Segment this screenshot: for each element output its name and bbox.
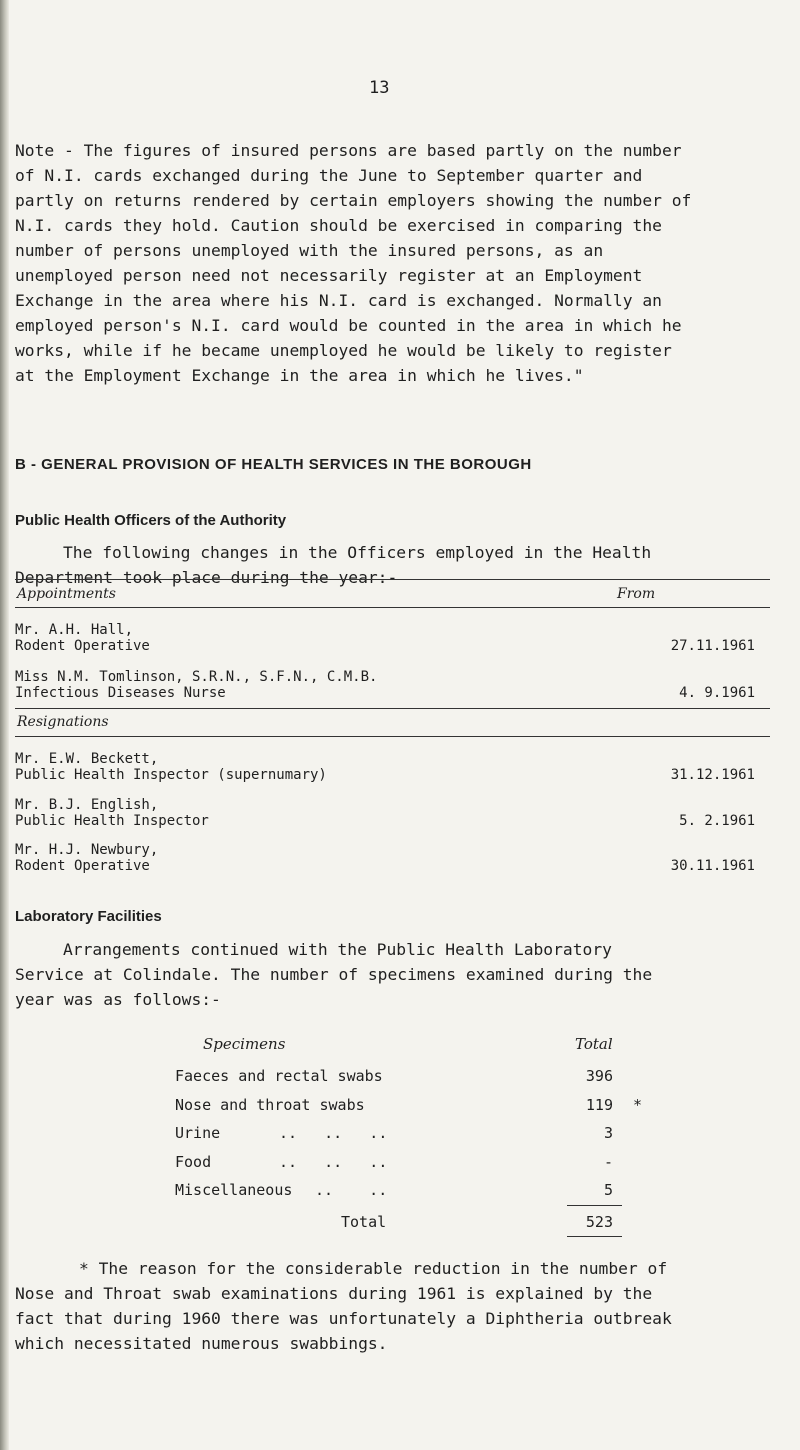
officer-post: Rodent Operative [15,858,150,874]
resignation-entry [15,751,755,783]
officers-heading: Public Health Officers of the Authority [15,512,287,529]
total-value: 523 [585,1213,613,1231]
officer-name: Miss N.M. Tomlinson, S.R.N., S.F.N., C.M.B. [15,669,378,685]
specimen-count: 119 [585,1096,613,1114]
appointments-column-header: Appointments [17,586,116,602]
leader-dots: .. .. .. [279,1124,388,1142]
note-paragraph: Note - The figures of insured persons are based partly on the number of N.I. cards exchanged during the June to September quarter and partly on returns rendered by certain employers showing the number of N.I. cards they hold. Caution should be exercised in comparing the number of persons unemployed with the insured persons, as an unemployed person need not necessarily register at an Employment Exchange in the area where his N.I. card is exchanged. Normally an employed person's N.I. card would be counted in the area in which he works, while if he became unemployed he would be likely to register at the Employment Exchange in the area in which he lives." [15,141,692,385]
specimen-count: 3 [603,1124,613,1142]
total-label: Total [341,1213,387,1231]
appointment-entry [15,622,755,654]
specimen-name: Nose and throat swabs [175,1096,365,1114]
total-bottom-rule [567,1236,622,1237]
total-column-header: Total [575,1035,613,1053]
specimen-count: 396 [585,1067,613,1085]
resignation-entry [15,797,755,829]
resignation-date: 30.11.1961 [670,858,755,874]
resignations-top-rule [15,708,770,709]
resignations-rule [15,736,770,737]
section-heading: B - GENERAL PROVISION OF HEALTH SERVICES IN THE BOROUGH [15,456,532,473]
appointment-date: 27.11.1961 [670,638,755,654]
leader-dots: .. .. [315,1181,388,1199]
leader-dots: .. .. .. [279,1153,388,1171]
appointment-date: 4. 9.1961 [679,685,755,701]
specimen-name: Faeces and rectal swabs [175,1067,383,1085]
specimen-count: - [603,1153,613,1171]
from-column-header: From [617,586,656,602]
resignation-date: 31.12.1961 [670,767,755,783]
officer-name: Mr. A.H. Hall, [15,622,134,638]
page-edge-shadow [0,0,9,1450]
page-number: 13 [369,78,390,98]
officer-post: Infectious Diseases Nurse [15,685,226,701]
resignation-entry [15,842,755,874]
officer-name: Mr. B.J. English, [15,797,159,813]
officers-intro: The following changes in the Officers employed in the Health Department took place during the year:- [15,543,652,587]
officer-post: Public Health Inspector [15,813,209,829]
specimen-count: 5 [603,1181,613,1199]
resignation-date: 5. 2.1961 [679,813,755,829]
resignations-label: Resignations [17,714,109,730]
officer-post: Rodent Operative [15,638,150,654]
officer-name: Mr. H.J. Newbury, [15,842,159,858]
specimen-name: Urine [175,1124,221,1142]
specimen-name: Miscellaneous [175,1181,293,1199]
officer-name: Mr. E.W. Beckett, [15,751,159,767]
footnote-asterisk: * [633,1096,643,1114]
header-rule [15,607,770,608]
specimen-name: Food [175,1153,212,1171]
footnote: * The reason for the considerable reduction in the number of Nose and Throat swab examinations during 1961 is explained by the fact that during 1960 there was unfortunately a Diphtheria outbreak which necessitated numerous swabbings. [15,1259,672,1353]
specimens-column-header: Specimens [203,1035,286,1053]
officer-post: Public Health Inspector (supernumary) [15,767,327,783]
total-top-rule [567,1205,622,1206]
laboratory-heading: Laboratory Facilities [15,908,162,925]
appointment-entry [15,669,755,701]
laboratory-intro: Arrangements continued with the Public Health Laboratory Service at Colindale. The number of specimens examined during the year was as follows:- [15,940,653,1009]
table-top-rule [15,579,770,580]
